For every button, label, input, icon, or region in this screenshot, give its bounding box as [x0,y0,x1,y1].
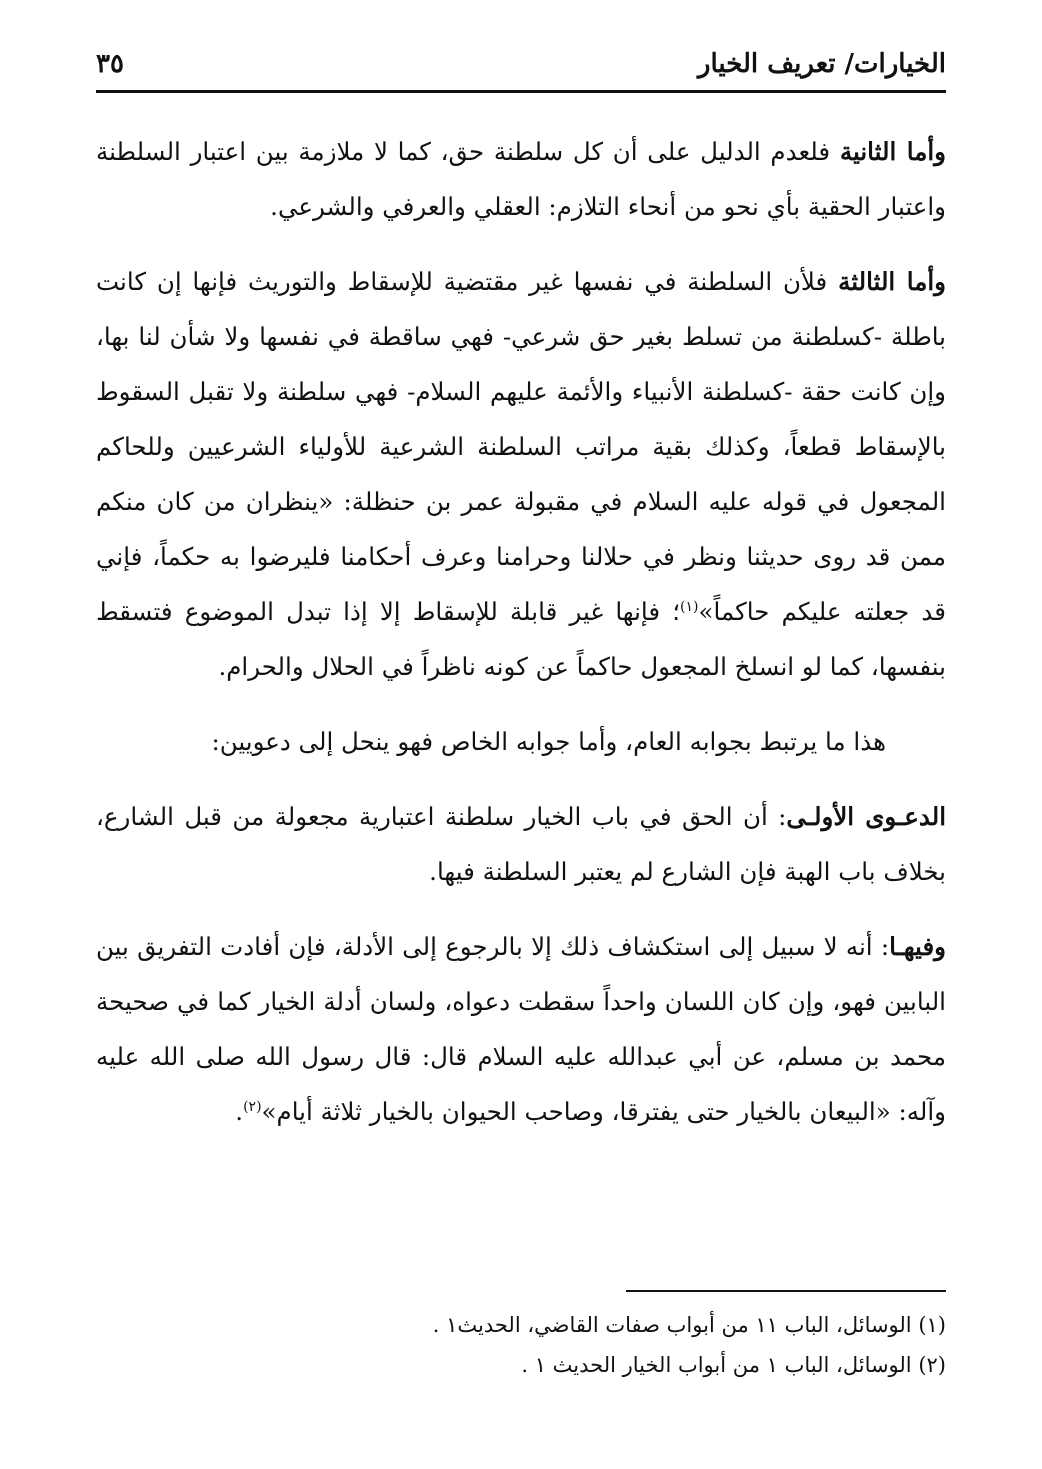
paragraph-lead: وأما الثالثة [838,267,947,296]
paragraph-lead: وأما الثانية [839,137,946,166]
paragraph-text: : أنه لا سبيل إلى استكشاف ذلك إلا بالرجوع إلى الأدلة، فإن أفادت التفريق بين البابين فهو، وإن كان اللسان واحداً سقطت دعواه، ولسان أدلة الخيار كما في صحيحة محمد بن مسلم، عن أبي عبدالله عليه السلام قال: قال رسول الله صلى الله عليه وآله: «البيعان بالخيار حتى يفترقا، وصاحب الحيوان بالخيار ثلاثة أيام» [96,932,946,1126]
paragraph-text-tail: . [235,1097,244,1126]
paragraph-summary [96,714,946,769]
paragraph-text-tail: ؛ فإنها غير قابلة للإسقاط إلا إذا تبدل الموضوع فتسقط بنفسها، كما لو انسلخ المجعول حاكماً عن كونه ناظراً في الحلال والحرام. [96,597,946,681]
footnotes [96,1305,946,1385]
footnote-1: (١) الوسائل، الباب ١١ من أبواب صفات القاضي، الحديث١ . [432,1313,946,1337]
paragraph-response [96,919,946,1139]
paragraph-lead: الدعـوى الأولـى [786,802,947,831]
running-title: الخيارات/ تعريف الخيار [697,49,946,79]
footnote-ref[interactable]: (٢) [243,1098,262,1115]
header-rule [96,90,946,93]
main-text [96,124,946,1159]
paragraph-third-point [96,254,946,694]
footnote-rule [626,1290,946,1292]
footnote-2: (٢) الوسائل، الباب ١ من أبواب الخيار الحديث ١ . [521,1353,946,1377]
page-number: ٣٥ [96,49,124,79]
paragraph-text: : أن الحق في باب الخيار سلطنة اعتبارية مجعولة من قبل الشارع، بخلاف باب الهبة فإن الشارع لم يعتبر السلطنة فيها. [96,802,946,886]
paragraph-text: فلأن السلطنة في نفسها غير مقتضية للإسقاط والتوريث فإنها إن كانت باطلة -كسلطنة من تسلط بغير حق شرعي- فهي ساقطة في نفسها ولا شأن لنا بها، وإن كانت حقة -كسلطنة الأنبياء والأئمة عليهم السلام- فهي سلطنة ولا تقبل السقوط بالإسقاط قطعاً، وكذلك بقية مراتب السلطنة الشرعية للأولياء الشرعيين وللحاكم المجعول في قوله عليه السلام في مقبولة عمر بن حنظلة: «ينظران من كان منكم ممن قد روى حديثنا ونظر في حلالنا وحرامنا وعرف أحكامنا فليرضوا به حكماً، فإني قد جعلته عليكم حاكماً» [96,267,947,626]
paragraph-text: هذا ما يرتبط بجوابه العام، وأما جوابه الخاص فهو ينحل إلى دعويين: [211,727,886,756]
page-header [96,40,946,88]
footnote-ref[interactable]: (١) [680,598,699,615]
paragraph-second-point [96,124,946,234]
paragraph-first-claim [96,789,946,899]
paragraph-text: فلعدم الدليل على أن كل سلطنة حق، كما لا ملازمة بين اعتبار السلطنة واعتبار الحقية بأي نحو من أنحاء التلازم: العقلي والعرفي والشرعي. [96,137,946,221]
paragraph-lead: وفيهـا [889,932,946,961]
